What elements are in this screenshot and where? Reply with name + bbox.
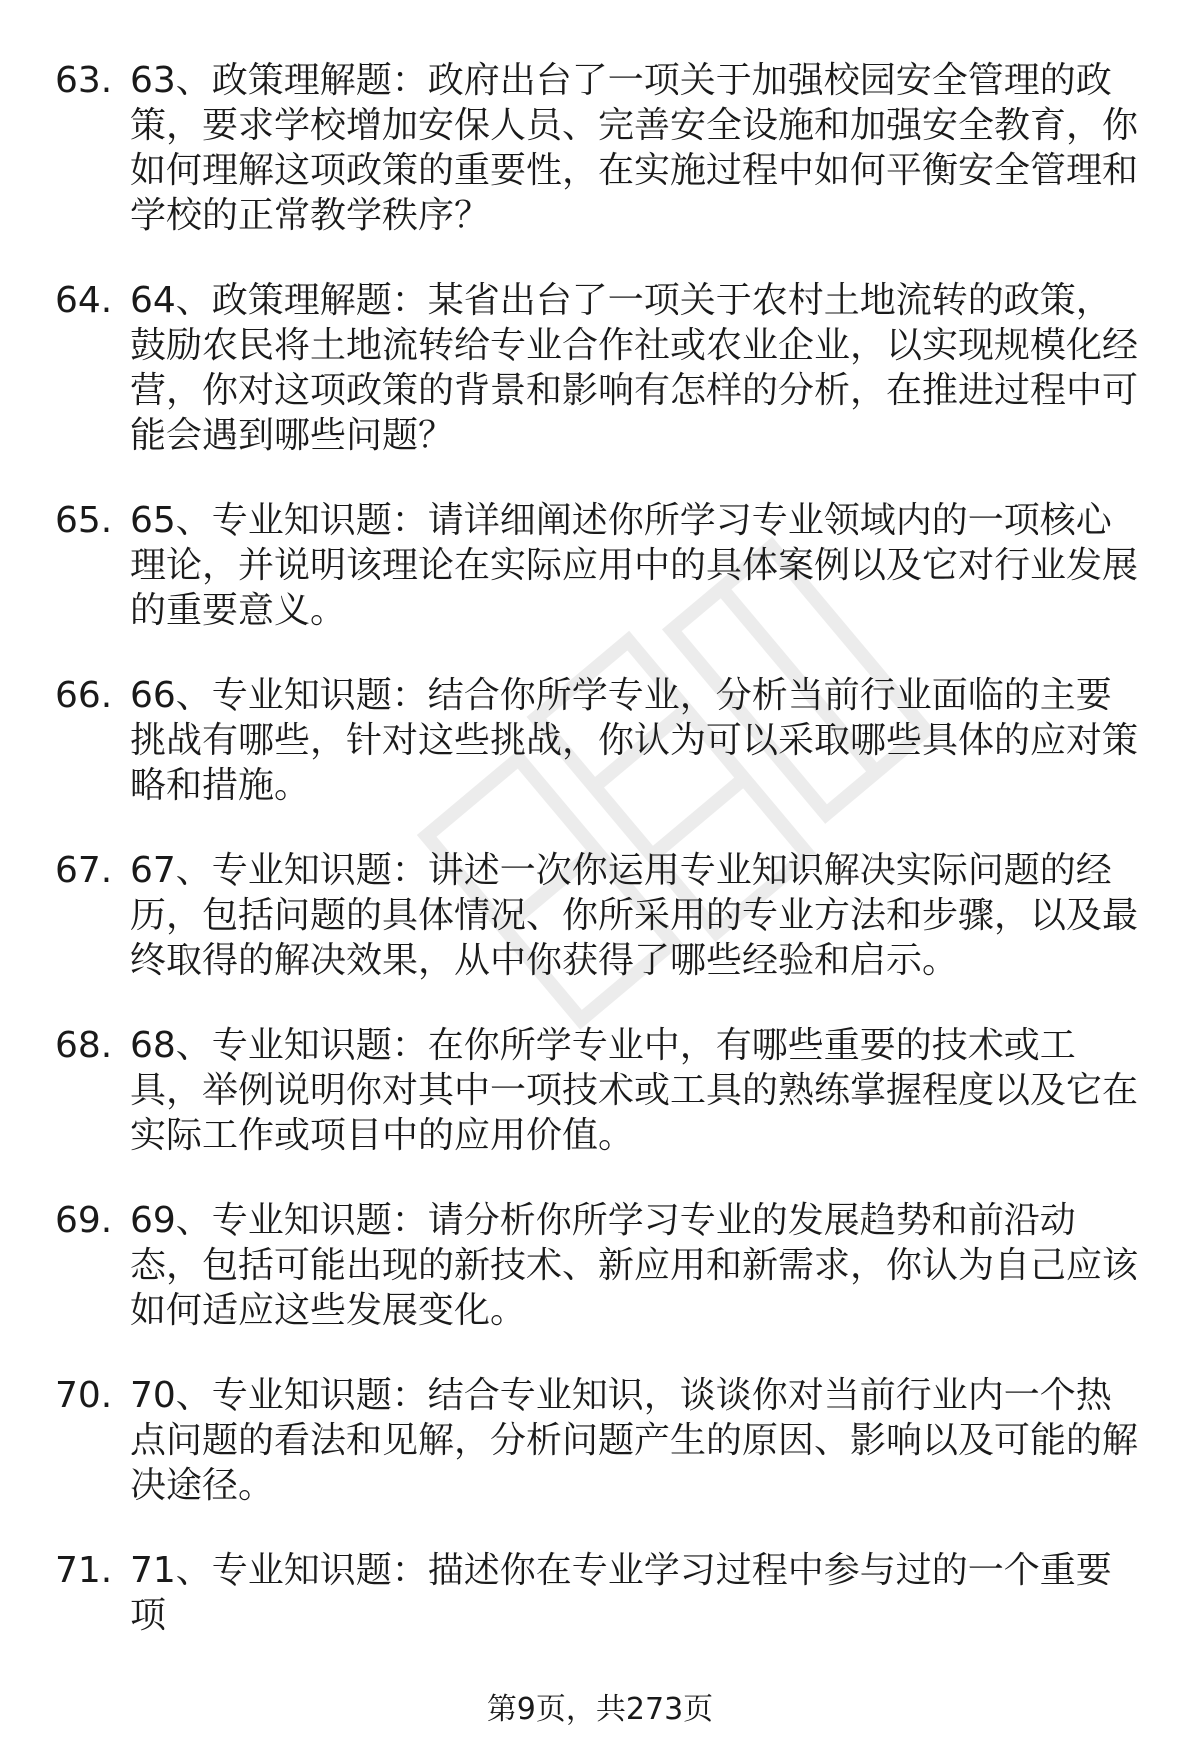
question-number: 70. bbox=[55, 1375, 113, 1416]
question-text: 71、专业知识题：描述你在专业学习过程中参与过的一个重要项 bbox=[130, 1550, 1112, 1636]
question-list bbox=[55, 58, 1145, 1678]
question-item bbox=[55, 278, 1145, 458]
question-item bbox=[55, 848, 1145, 983]
question-item bbox=[55, 58, 1145, 238]
question-text: 69、专业知识题：请分析你所学习专业的发展趋势和前沿动态，包括可能出现的新技术、新应用和新需求，你认为自己应该如何适应这些发展变化。 bbox=[130, 1200, 1139, 1331]
question-text: 66、专业知识题：结合你所学专业，分析当前行业面临的主要挑战有哪些，针对这些挑战，你认为可以采取哪些具体的应对策略和措施。 bbox=[130, 675, 1139, 806]
question-text: 68、专业知识题：在你所学专业中，有哪些重要的技术或工具，举例说明你对其中一项技术或工具的熟练掌握程度以及它在实际工作或项目中的应用价值。 bbox=[130, 1025, 1139, 1156]
question-item bbox=[55, 673, 1145, 808]
question-item bbox=[55, 1373, 1145, 1508]
question-number: 71. bbox=[55, 1550, 113, 1591]
question-text: 67、专业知识题：讲述一次你运用专业知识解决实际问题的经历，包括问题的具体情况、你所采用的专业方法和步骤，以及最终取得的解决效果，从中你获得了哪些经验和启示。 bbox=[130, 850, 1139, 981]
question-number: 65. bbox=[55, 500, 113, 541]
question-item bbox=[55, 1023, 1145, 1158]
question-text: 64、政策理解题：某省出台了一项关于农村土地流转的政策，鼓励农民将土地流转给专业合作社或农业企业，以实现规模化经营，你对这项政策的背景和影响有怎样的分析，在推进过程中可能会遇到哪些问题？ bbox=[130, 280, 1139, 456]
question-number: 64. bbox=[55, 280, 113, 321]
question-text: 70、专业知识题：结合专业知识，谈谈你对当前行业内一个热点问题的看法和见解，分析问题产生的原因、影响以及可能的解决途径。 bbox=[130, 1375, 1139, 1506]
question-item bbox=[55, 1198, 1145, 1333]
question-item bbox=[55, 498, 1145, 633]
question-item bbox=[55, 1548, 1145, 1638]
question-text: 63、政策理解题：政府出台了一项关于加强校园安全管理的政策，要求学校增加安保人员、完善安全设施和加强安全教育，你如何理解这项政策的重要性，在实施过程中如何平衡安全管理和学校的正常教学秩序？ bbox=[130, 60, 1139, 236]
page-footer: 第9页，共273页 bbox=[486, 1692, 714, 1727]
question-number: 67. bbox=[55, 850, 113, 891]
question-text: 65、专业知识题：请详细阐述你所学习专业领域内的一项核心理论，并说明该理论在实际应用中的具体案例以及它对行业发展的重要意义。 bbox=[130, 500, 1139, 631]
question-number: 66. bbox=[55, 675, 113, 716]
question-number: 63. bbox=[55, 60, 113, 101]
question-number: 68. bbox=[55, 1025, 113, 1066]
question-number: 69. bbox=[55, 1200, 113, 1241]
